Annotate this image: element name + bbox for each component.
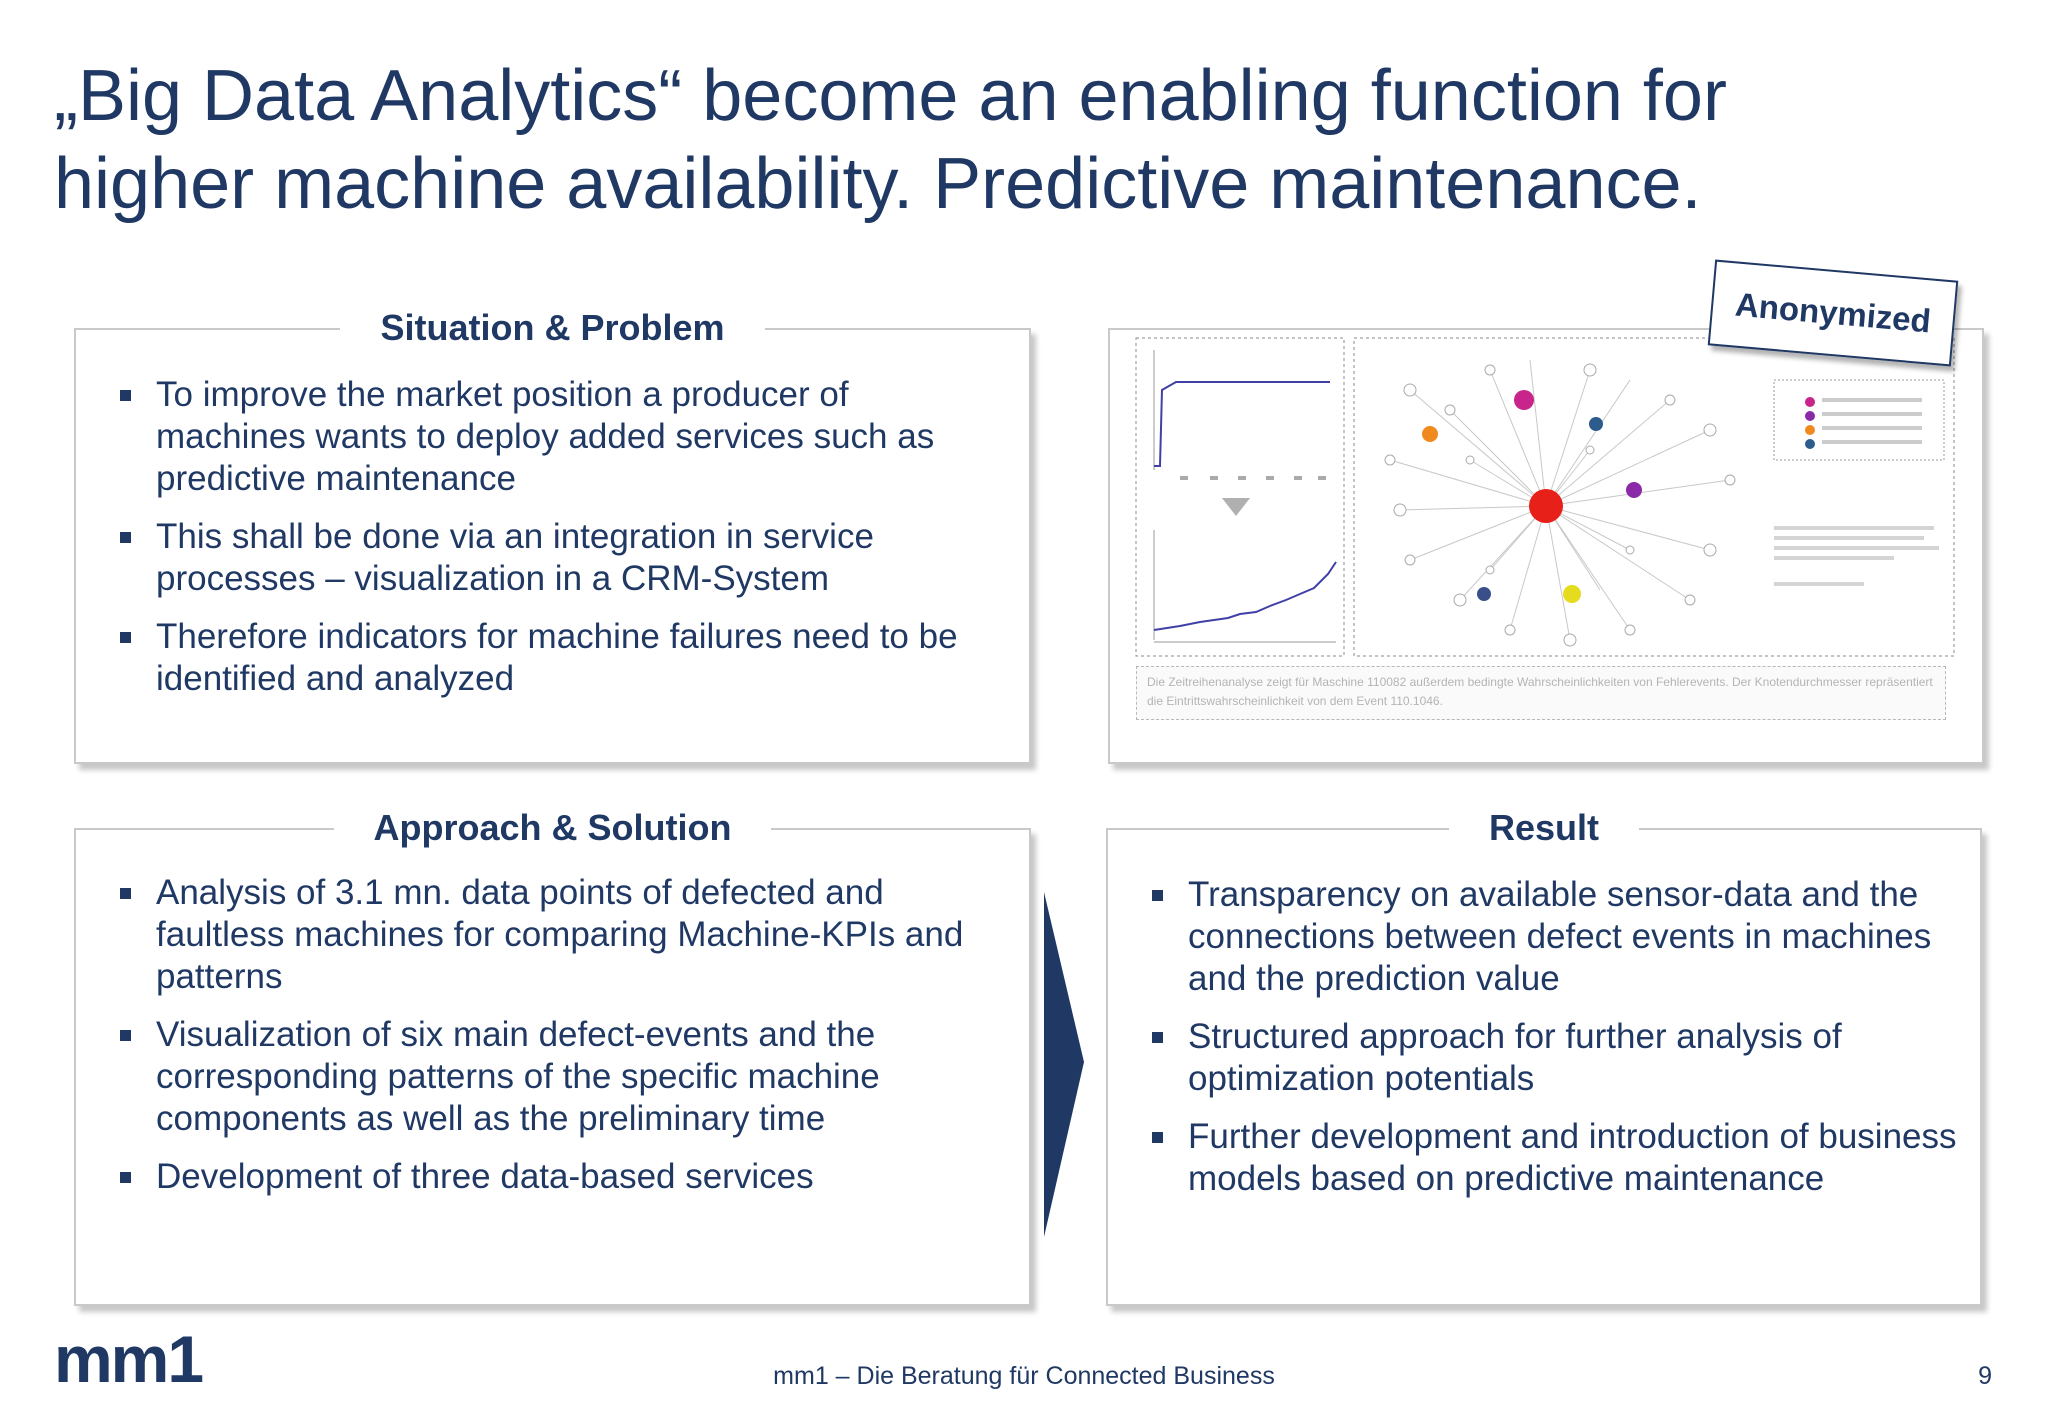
network-node-navy bbox=[1477, 587, 1491, 601]
situation-bullet: To improve the market position a producer of machines wants to deploy added services such as predictive maintenance bbox=[116, 374, 996, 500]
network-node-orange bbox=[1422, 426, 1438, 442]
screenshot-caption: Die Zeitreihenanalyse zeigt für Maschine 110082 außerdem bedingte Wahrscheinlichkeiten von Fehlerevents. Der Knotendurchmesser repräsentiert die Eintrittswahrscheinlichkeit von dem Event 110.1046. bbox=[1136, 666, 1946, 720]
chevron-right-icon bbox=[1044, 892, 1084, 1242]
situation-bullet: This shall be done via an integration in service processes – visualization in a CRM-System bbox=[116, 516, 996, 600]
result-bullet-list bbox=[1148, 874, 1968, 1216]
page-title bbox=[54, 52, 1954, 228]
result-box bbox=[1106, 807, 1982, 1306]
mm1-logo-text: mm1 bbox=[54, 1330, 203, 1390]
approach-bullet: Development of three data-based services bbox=[116, 1156, 996, 1198]
result-heading: Result bbox=[1449, 804, 1639, 852]
network-node-blue bbox=[1589, 417, 1603, 431]
approach-bullet-list bbox=[116, 872, 996, 1214]
anonymized-stamp: Anonymized bbox=[1708, 260, 1959, 367]
approach-solution-heading: Approach & Solution bbox=[334, 804, 772, 852]
approach-solution-heading-wrap bbox=[76, 804, 1029, 852]
situation-problem-heading-wrap bbox=[76, 304, 1029, 352]
page-title-line-2: higher machine availability. Predictive maintenance. bbox=[54, 144, 1702, 224]
network-node-main bbox=[1529, 489, 1563, 523]
approach-bullet: Analysis of 3.1 mn. data points of defected and faultless machines for comparing Machine-KPIs and patterns bbox=[116, 872, 996, 998]
result-bullet: Structured approach for further analysis of optimization potentials bbox=[1148, 1016, 1968, 1100]
situation-bullet: Therefore indicators for machine failures need to be identified and analyzed bbox=[116, 616, 996, 700]
network-node-yellow bbox=[1563, 585, 1581, 603]
page-title-line-1: „Big Data Analytics“ become an enabling function for bbox=[54, 56, 1727, 136]
network-node-purple bbox=[1626, 482, 1642, 498]
result-heading-wrap bbox=[1108, 804, 1980, 852]
network-legend bbox=[1774, 380, 1944, 460]
page-number: 9 bbox=[1978, 1362, 1992, 1390]
situation-problem-heading: Situation & Problem bbox=[340, 304, 764, 352]
situation-bullet-list bbox=[116, 374, 996, 716]
situation-problem-box bbox=[74, 307, 1031, 764]
timeseries-frame bbox=[1136, 338, 1344, 656]
result-bullet: Transparency on available sensor-data and the connections between defect events in machines and the prediction value bbox=[1148, 874, 1968, 1000]
result-bullet: Further development and introduction of business models based on predictive maintenance bbox=[1148, 1116, 1968, 1200]
approach-bullet: Visualization of six main defect-events and the corresponding patterns of the specific machine components as well as the preliminary time bbox=[116, 1014, 996, 1140]
footer-tagline: mm1 – Die Beratung für Connected Business bbox=[773, 1362, 1275, 1390]
approach-solution-box bbox=[74, 807, 1031, 1306]
network-node-magenta bbox=[1514, 390, 1534, 410]
